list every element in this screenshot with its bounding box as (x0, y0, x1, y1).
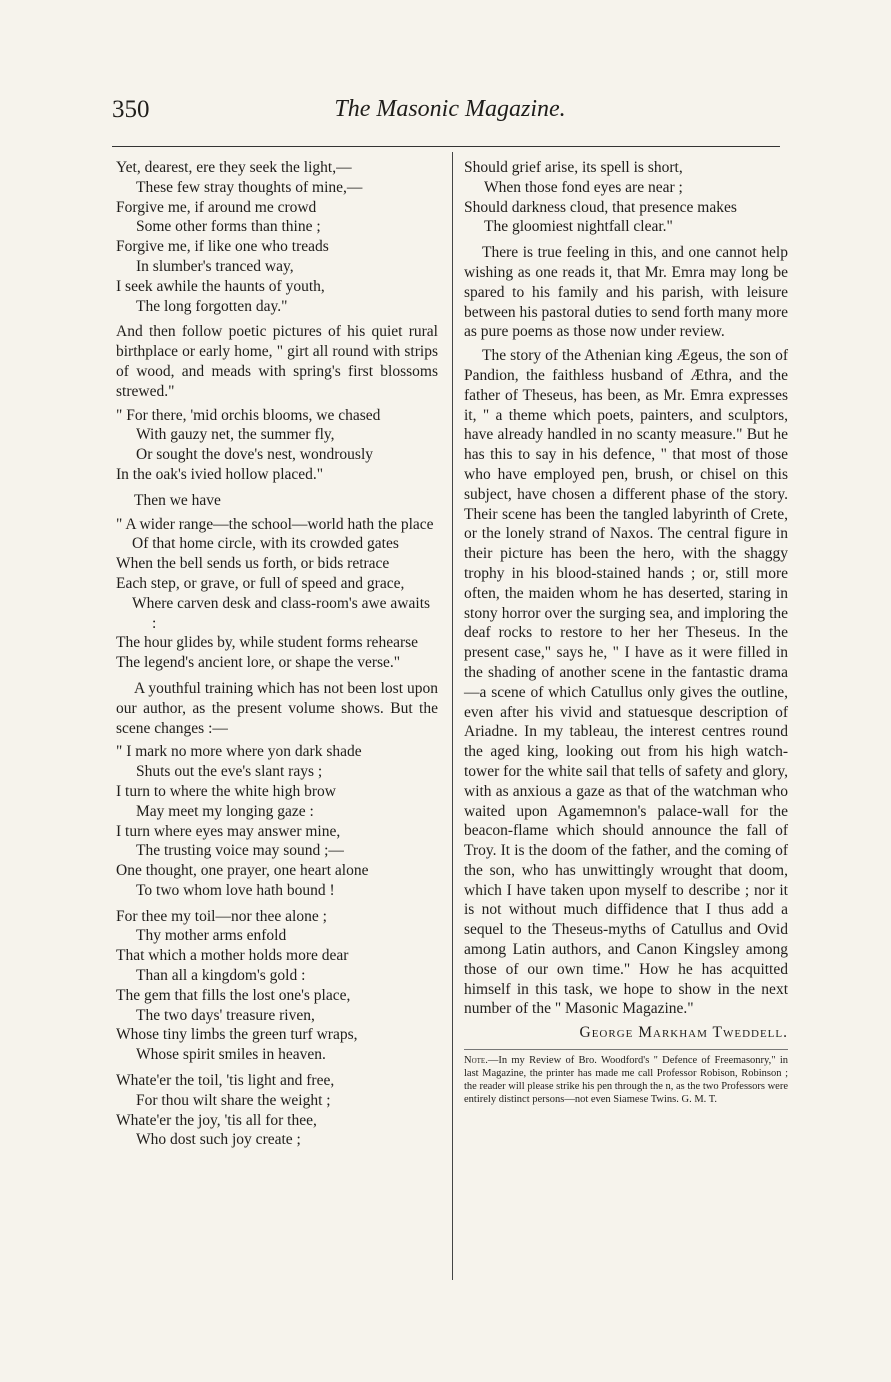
verse-line: The gem that fills the lost one's place, (116, 986, 351, 1004)
verse-line: Some other forms than thine ; (136, 218, 321, 236)
verse-line: Yet, dearest, ere they seek the light,— (116, 159, 352, 176)
verse-line: I turn to where the white high brow (116, 782, 336, 800)
verse-line: For thou wilt share the weight ; (136, 1091, 331, 1109)
verse-line: I seek awhile the haunts of youth, (116, 277, 325, 295)
prose-paragraph: There is true feeling in this, and one cannot help wishing as one reads it, that Mr. Emra may long be spared to his family and his parish, with leisure between his pastoral duties to send forth many more as pure poems as those now under review. (464, 244, 788, 341)
verse-line: The two days' treasure riven, (136, 1006, 315, 1024)
verse-line: " I mark no more where yon dark shade (116, 743, 362, 761)
verse-line: Should darkness cloud, that presence makes (464, 198, 737, 216)
verse-line: In the oak's ivied hollow placed." (116, 465, 324, 483)
verse-line: Shuts out the eve's slant rays ; (136, 763, 323, 781)
verse-line: Each step, or grave, or full of speed and grace, (116, 574, 405, 592)
verse-line: These few stray thoughts of mine,— (136, 178, 363, 196)
prose-paragraph: And then follow poetic pictures of his quiet rural birthplace or early home, " girt all round with strips of wood, and meads with spring's first blossoms strewed." (116, 323, 438, 400)
verse-line: One thought, one prayer, one heart alone (116, 862, 369, 880)
magazine-title: The Masonic Magazine. (334, 96, 566, 122)
verse-line: Who dost such joy create ; (136, 1131, 301, 1149)
verse-line: In slumber's tranced way, (136, 257, 294, 275)
verse-line: Than all a kingdom's gold : (136, 967, 306, 985)
verse-line: Whose spirit smiles in heaven. (136, 1046, 326, 1064)
header-rule (112, 146, 780, 147)
verse-line: Whate'er the toil, 'tis light and free, (116, 1072, 335, 1090)
prose-paragraph: Then we have (134, 491, 221, 509)
verse-line: Thy mother arms enfold (136, 927, 287, 945)
page-header (112, 96, 788, 136)
verse-line: The gloomiest nightfall clear." (484, 218, 673, 236)
verse-line: I turn where eyes may answer mine, (116, 822, 341, 840)
verse-stanza (116, 1071, 438, 1150)
verse-line: The hour glides by, while student forms rehearse (116, 634, 419, 652)
verse-stanza (116, 158, 438, 316)
verse-line: May meet my longing gaze : (136, 802, 314, 820)
footnote-lead: Note. (464, 1055, 488, 1067)
verse-line: Should grief arise, its spell is short, (464, 159, 683, 176)
verse-line: " For there, 'mid orchis blooms, we chased (116, 406, 381, 424)
verse-line: When the bell sends us forth, or bids retrace (116, 555, 390, 573)
verse-line: Forgive me, if like one who treads (116, 238, 329, 256)
prose-paragraph: The story of the Athenian king Ægeus, the son of Pandion, the faithless husband of Æthra, and the father of Theseus, has been, as Mr. Emra expresses it, " a theme which poets, painters, and sculptors, have already handled in no scanty measure." But he has this to say in his defence, " that most of those who have employed pen, brush, or chisel on this subject, have chosen a different phase of the story. Their scene has been the tangled labyrinth of Crete, or the lonely strand of Naxos. The central figure in their picture has been the hero, with the shaggy trophy in his blood-stained hands ; or, still more often, the maiden whom he has deserted, staring in stony horror over the surging sea, and imploring the deaf rocks to restore to her her Theseus. In the present case," says he, " I have as it were filled in the shading of another scene in the fantastic drama—a scene of which Catullus only gives the outline, even after his vivid and statuesque description of Ariadne. In my tableau, the interest centres round the aged king, looking out from his high watch-tower for the white sail that tells of safety and glory, with as anxious a gaze as that of the watchman who waited upon Agamemnon's palace-wall for the beacon-flame which should announce the fall of Troy. It is the doom of the father, and the coming of the son, who has unwittingly wrought that doom, which I have taken upon myself to describe ; nor it is not without much diffidence that I thus add a sequel to the Theseus-myths of Catullus and Ovid among Latin authors, and Canon Kingsley among those of our own time." How he has acquitted himself in this task, we hope to show in the next number of the " Masonic Magazine." (464, 347, 788, 1018)
verse-line: Where carven desk and class-room's awe awaits : (132, 594, 431, 632)
footnote-text: —In my Review of Bro. Woodford's " Defence of Freemasonry," in last Magazine, the printer has made me call Professor Robison, Robinson ; the reader will please strike his pen through the n, as the two Professors were entirely distinct persons—not even Siamese Twins. G. M. T. (464, 1055, 788, 1106)
verse-stanza (116, 406, 438, 485)
verse-line: Forgive me, if around me crowd (116, 198, 317, 216)
verse-stanza (116, 515, 438, 673)
footnote (464, 1049, 788, 1106)
verse-line: Or sought the dove's nest, wondrously (136, 446, 373, 464)
verse-line: The legend's ancient lore, or shape the verse." (116, 654, 401, 672)
verse-line: That which a mother holds more dear (116, 947, 349, 965)
verse-stanza (116, 742, 438, 900)
verse-line: For thee my toil—nor thee alone ; (116, 907, 327, 925)
verse-line: Whate'er the joy, 'tis all for thee, (116, 1111, 317, 1129)
verse-line: Of that home circle, with its crowded gates (132, 535, 399, 553)
right-column (464, 158, 788, 1106)
page-number: 350 (112, 96, 150, 123)
left-column (116, 158, 438, 1156)
column-divider (452, 152, 453, 1280)
verse-line: When those fond eyes are near ; (484, 178, 683, 196)
prose-paragraph: A youthful training which has not been lost upon our author, as the present volume shows. But the scene changes :— (116, 679, 438, 737)
verse-line: Whose tiny limbs the green turf wraps, (116, 1026, 358, 1044)
verse-line: " A wider range—the school—world hath the place (116, 515, 434, 533)
verse-line: To two whom love hath bound ! (136, 881, 335, 899)
verse-stanza (116, 907, 438, 1065)
verse-line: With gauzy net, the summer fly, (136, 426, 335, 444)
verse-line: The long forgotten day." (136, 297, 288, 315)
verse-stanza (464, 158, 788, 237)
author-signature: George Markham Tweddell. (579, 1024, 788, 1042)
verse-line: The trusting voice may sound ;— (136, 842, 344, 860)
